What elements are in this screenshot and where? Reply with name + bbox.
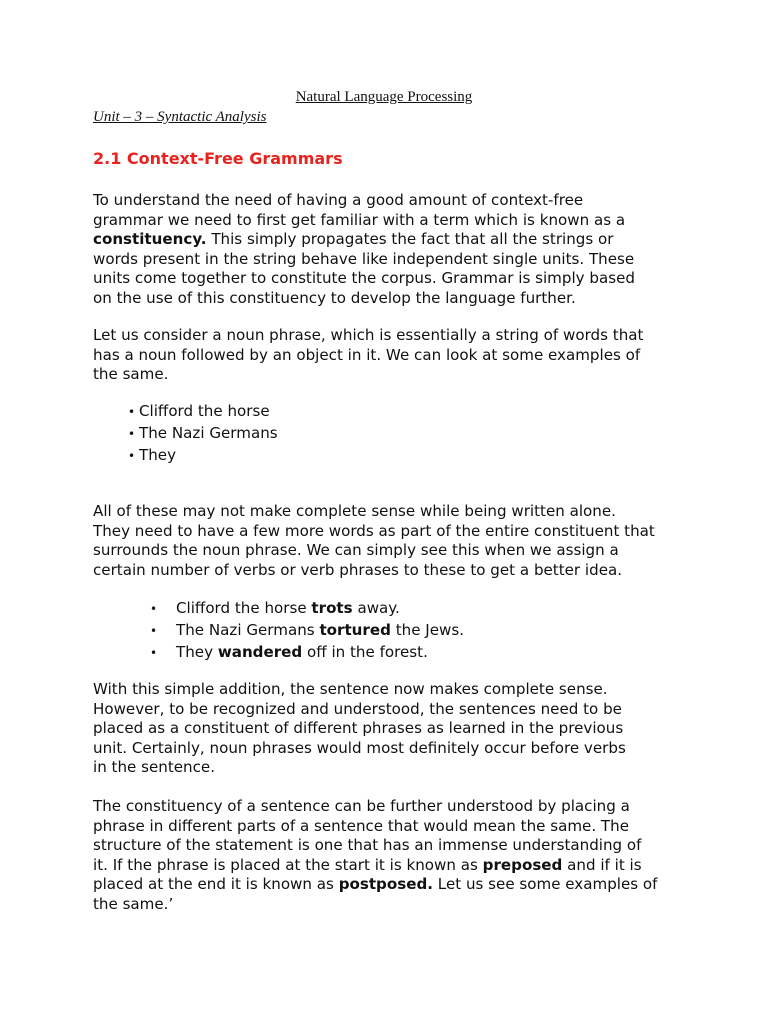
text-line: Let us consider a noun phrase, which is essentially a string of words that bbox=[93, 326, 644, 344]
text-line: However, to be recognized and understood, the sentences need to be bbox=[93, 699, 622, 718]
list-item-text: They bbox=[139, 446, 177, 464]
text-line bbox=[93, 875, 693, 895]
list-item-text: The Nazi Germans bbox=[139, 424, 278, 442]
text-fragment: The Nazi Germans bbox=[176, 621, 320, 639]
verb-phrase-examples-list bbox=[150, 597, 464, 663]
document-title: Natural Language Processing bbox=[295, 89, 473, 105]
text-line: in the sentence. bbox=[93, 758, 215, 777]
list-item bbox=[150, 641, 464, 663]
text-line: All of these may not make complete sense while being written alone. bbox=[93, 502, 616, 520]
text-fragment: away. bbox=[352, 599, 400, 617]
text-line: words present in the string behave like independent single units. These bbox=[93, 249, 635, 268]
list-item bbox=[150, 597, 464, 619]
unit-subtitle: Unit – 3 – Syntactic Analysis bbox=[93, 109, 267, 125]
text-fragment: This simply propagates the fact that all the strings or bbox=[206, 230, 614, 249]
text-line bbox=[93, 230, 693, 250]
text-line: certain number of verbs or verb phrases to these to get a better idea. bbox=[93, 560, 623, 579]
bold-term: constituency. bbox=[93, 230, 207, 249]
paragraph-simple-addition bbox=[93, 680, 693, 778]
paragraph-noun-phrase bbox=[93, 326, 693, 385]
bullet-icon: • bbox=[128, 427, 136, 441]
bullet-icon: • bbox=[128, 449, 136, 463]
bullet-icon: • bbox=[150, 646, 158, 660]
list-item bbox=[128, 444, 278, 466]
bold-term: postposed. bbox=[338, 875, 433, 894]
text-line: To understand the need of having a good amount of context-free bbox=[93, 191, 584, 209]
text-fragment: Let us see some examples of bbox=[433, 875, 658, 894]
bold-verb: trots bbox=[311, 599, 353, 617]
text-fragment: off in the forest. bbox=[302, 643, 428, 661]
paragraph-preposed-postposed bbox=[93, 797, 693, 915]
text-line: on the use of this constituency to develop the language further. bbox=[93, 288, 576, 307]
bullet-icon: • bbox=[150, 602, 158, 616]
text-line: surrounds the noun phrase. We can simply see this when we assign a bbox=[93, 541, 619, 560]
list-item bbox=[150, 619, 464, 641]
list-item bbox=[128, 422, 278, 444]
text-line: units come together to constitute the corpus. Grammar is simply based bbox=[93, 269, 635, 288]
text-fragment: and if it is bbox=[562, 855, 642, 874]
paragraph-constituency bbox=[93, 191, 693, 309]
list-item bbox=[128, 400, 278, 422]
text-line: phrase in different parts of a sentence that would mean the same. The bbox=[93, 816, 629, 835]
list-item-text: Clifford the horse bbox=[139, 402, 270, 420]
bullet-icon: • bbox=[150, 624, 158, 638]
text-line: placed as a constituent of different phrases as learned in the previous bbox=[93, 719, 624, 738]
text-line: They need to have a few more words as part of the entire constituent that bbox=[93, 521, 655, 540]
text-fragment: it. If the phrase is placed at the start it is known as bbox=[93, 855, 483, 874]
text-line: has a noun followed by an object in it. We can look at some examples of bbox=[93, 345, 641, 364]
paragraph-complete-sense bbox=[93, 502, 693, 580]
section-heading: 2.1 Context-Free Grammars bbox=[93, 149, 343, 168]
text-fragment: the Jews. bbox=[390, 621, 465, 639]
bullet-icon: • bbox=[128, 405, 136, 419]
noun-phrase-examples-list bbox=[128, 400, 278, 466]
text-line: grammar we need to first get familiar with a term which is known as a bbox=[93, 210, 626, 229]
bold-verb: tortured bbox=[319, 621, 391, 639]
text-line: structure of the statement is one that has an immense understanding of bbox=[93, 836, 642, 855]
text-line bbox=[93, 856, 693, 876]
text-line: the same.’ bbox=[93, 894, 174, 913]
text-line: unit. Certainly, noun phrases would most definitely occur before verbs bbox=[93, 738, 626, 757]
text-fragment: They bbox=[176, 643, 218, 661]
text-fragment: placed at the end it is known as bbox=[93, 875, 339, 894]
text-fragment: Clifford the horse bbox=[176, 599, 312, 617]
bold-term: preposed bbox=[482, 855, 563, 874]
bold-verb: wandered bbox=[217, 643, 303, 661]
text-line: The constituency of a sentence can be further understood by placing a bbox=[93, 797, 630, 815]
text-line: With this simple addition, the sentence now makes complete sense. bbox=[93, 680, 608, 698]
text-line: the same. bbox=[93, 365, 169, 384]
